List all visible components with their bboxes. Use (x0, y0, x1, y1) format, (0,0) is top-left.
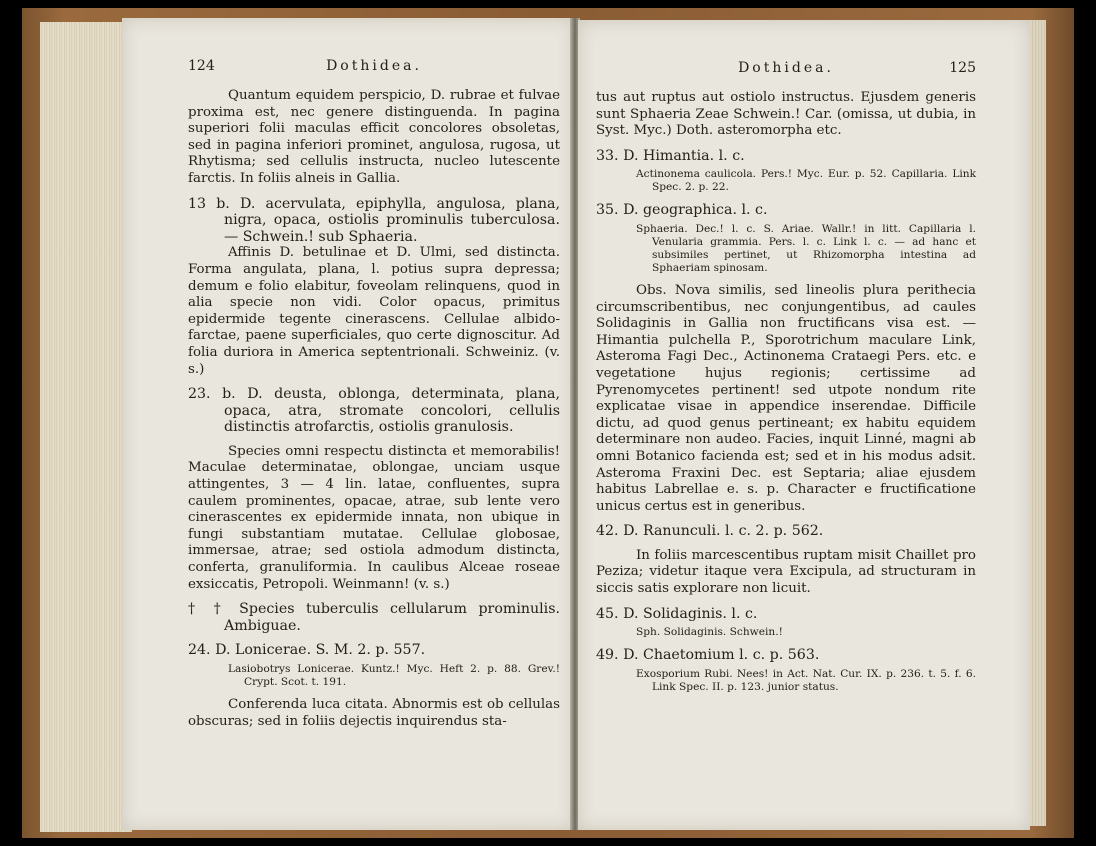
page-edges-left (40, 22, 132, 832)
species-entry: 13 b. D. acervulata, epiphylla, angulosa, plana, nigra, opaca, ostiolis prominulis tuberculosa. — Schwein.! sub Sphaeria. (188, 195, 560, 245)
page-edges-right (1028, 20, 1046, 826)
page-number-left: 124 (188, 58, 215, 74)
right-page (578, 20, 1030, 830)
species-entry: 33. D. Himantia. l. c. (596, 147, 745, 164)
reference-note: Exosporium Rubi. Nees! in Act. Nat. Cur. IX. p. 236. t. 5. f. 6. Link Spec. II. p. 123. junior status. (636, 667, 976, 693)
left-page (122, 18, 574, 830)
paragraph: Species omni respectu distincta et memorabilis! Maculae determinatae, oblongae, unciam usque attingentes, 3 — 4 lin. latae, confluentes, supra caulem prominentes, opacae, atrae, sub lente vero cinerascentes ex epidermide innata, non ubique in fungi substantiam mutatae. Cellulae globosae, immersae, atrae; sed ostiola admodum distincta, conferta, granuliformia. In caulibus Alceae roseae exsiccatis, Petropoli. Weinmann! (v. s.) (188, 443, 560, 592)
species-entry: 45. D. Solidaginis. l. c. (596, 605, 758, 622)
reference-note: Sph. Solidaginis. Schwein.! (636, 626, 783, 639)
paragraph: Affinis D. betulinae et D. Ulmi, sed distincta. Forma angulata, plana, l. potius supra depressa; demum e folio elabitur, foveolam relinquens, quod in alia specie non vidi. Color opacus, primitus epidermide tegente cinerascens. Cellulae albido-farctae, paene superficiales, quo certe dignoscitur. Ad folia duriora in America septentrionali. Schweiniz. (v. s.) (188, 245, 560, 377)
paragraph: Obs. Nova similis, sed lineolis plura perithecia circumscribentibus, nec conjungentibus, ad caules Solidaginis in Gallia non fructificans visa est. — Himantia pulchella P., Sporotrichum maculare Link, Asteroma Fagi Dec., Actinonema Crataegi Pers. etc. e vegetatione hujus regionis; certissime ad Pyrenomycetes pertinent! sed utpote nondum rite explicatae visae in appendice inserendae. Difficile dictu, ad quod genus pertineant; ex habitu equidem determinare non audeo. Facies, inquit Linné, magni ab omni Botanico facienda est; sed et in his modus adsit. Asteroma Fraxini Dec. est Septaria; aliae ejusdem habitus Labrellae e. s. p. Character e fructificatione unicus certus est in generibus. (596, 282, 976, 514)
reference-note: Lasiobotrys Lonicerae. Kuntz.! Myc. Heft 2. p. 88. Grev.! Crypt. Scot. t. 191. (228, 663, 560, 688)
running-head-right: Dothidea. (738, 60, 834, 76)
reference-note: Actinonema caulicola. Pers.! Myc. Eur. p. 52. Capillaria. Link Spec. 2. p. 22. (636, 168, 976, 194)
species-entry: 42. D. Ranunculi. l. c. 2. p. 562. (596, 523, 824, 540)
right-page-content (596, 60, 976, 694)
species-entry: 49. D. Chaetomium l. c. p. 563. (596, 647, 820, 664)
running-head-left: Dothidea. (326, 58, 422, 74)
right-page-header (596, 60, 976, 90)
page-number-right: 125 (949, 60, 976, 76)
paragraph: Quantum equidem perspicio, D. rubrae et fulvae proxima est, nec genere distinguenda. In pagina superiori folii maculas efficit concolores obsoletas, sed in pagina inferiori prominet, angulosa, rugosa, ut Rhytisma; sed cellulis instructa, nucleo lutescente farctis. In foliis alneis in Gallia. (188, 88, 560, 186)
paragraph: Conferenda luca citata. Abnormis est ob cellulas obscuras; sed in foliis dejectis inquirendus sta- (188, 697, 560, 729)
section-heading: † † Species tuberculis cellularum prominulis. Ambiguae. (188, 601, 560, 634)
species-entry: 23. b. D. deusta, oblonga, determinata, plana, opaca, atra, stromate concolori, cellulis distinctis atrofarctis, ostiolis granulosis. (188, 386, 560, 436)
paragraph: tus aut ruptus aut ostiolo instructus. Ejusdem generis sunt Sphaeria Zeae Schwein.! Car. (omissa, ut dubia, in Syst. Myc.) Doth. asteromorpha etc. (596, 90, 976, 139)
paragraph: In foliis marcescentibus ruptam misit Chaillet pro Peziza; videtur itaque vera Excipula, ad structuram in siccis satis explorare non licuit. (596, 547, 976, 597)
reference-note: Sphaeria. Dec.! l. c. S. Ariae. Wallr.! in litt. Capillaria l. Venularia grammia. Pers. l. c. Link l. c. — ad hanc et subsimiles pertinet, ut Rhizomorpha intestina ad Sphaeriam spinosam. (636, 222, 976, 274)
left-page-header (188, 58, 560, 88)
species-entry: 35. D. geographica. l. c. (596, 202, 768, 219)
left-page-content (188, 58, 560, 730)
species-entry: 24. D. Lonicerae. S. M. 2. p. 557. (188, 642, 426, 659)
